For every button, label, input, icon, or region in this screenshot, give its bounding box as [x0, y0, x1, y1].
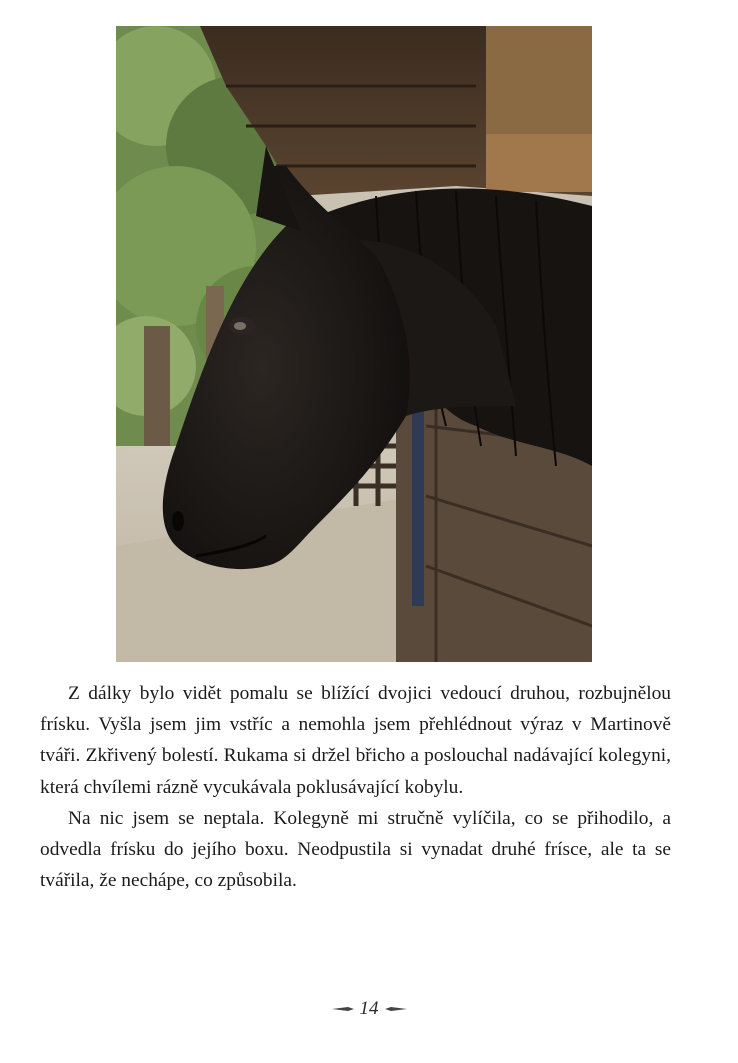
- ornament-left-icon: [332, 1005, 354, 1013]
- body-text: [40, 678, 671, 896]
- horse-photo: [116, 26, 592, 662]
- horse-illustration: [116, 26, 592, 662]
- ornament-right-icon: [385, 1005, 407, 1013]
- page-footer: [0, 998, 738, 1020]
- paragraph: Z dálky bylo vidět pomalu se blížící dvojici vedoucí druhou, rozbujnělou frísku. Vyšla jsem jim vstříc a nemohla jsem přehlédnout výraz v Martinově tváři. Zkřivený bolestí. Rukama si držel břicho a poslouchal nadávající kolegyni, která chvílemi rázně vycukávala poklusávající kobylu.: [40, 683, 671, 798]
- paragraph: Na nic jsem se neptala. Kolegyně mi stručně vylíčila, co se přihodilo, a odvedla frísku do jejího boxu. Neodpustila si vynadat druhé frísce, ale ta se tvářila, že nechápe, co způsobila.: [40, 807, 671, 892]
- page-number: 14: [359, 998, 379, 1019]
